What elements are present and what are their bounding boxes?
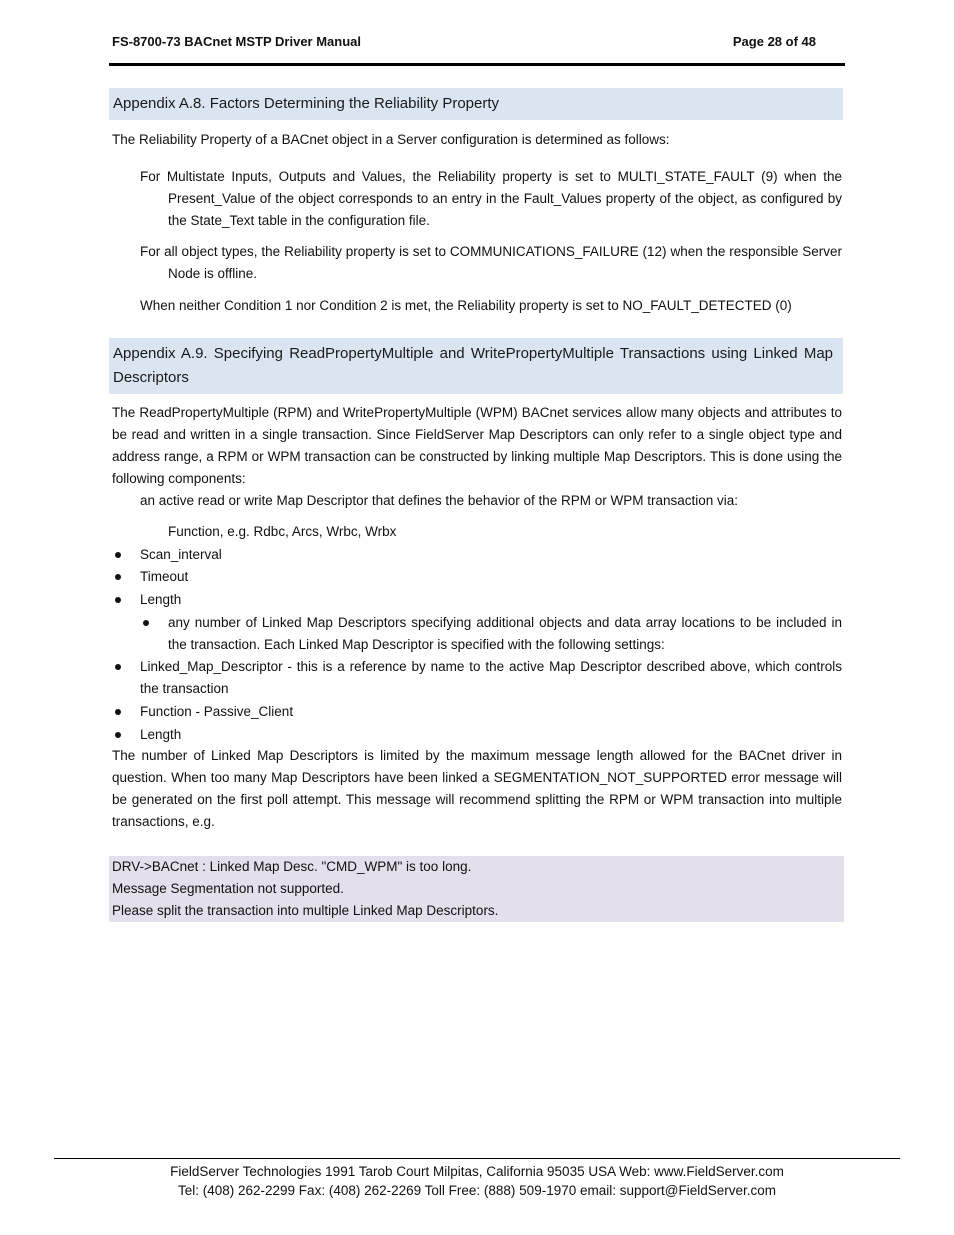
footer-address: FieldServer Technologies 1991 Tarob Court Milpitas, California 95035 USA Web: www.FieldServer.com xyxy=(170,1164,784,1179)
a8-item-no-fault: When neither Condition 1 nor Condition 2 is met, the Reliability property is set to NO_FAULT_DETECTED (0) xyxy=(140,298,792,313)
code-line: Message Segmentation not supported. xyxy=(112,881,344,896)
bullet-icon xyxy=(115,732,121,738)
page-number: Page 28 of 48 xyxy=(732,34,816,49)
bullet-icon xyxy=(143,620,149,626)
list-item-function-passive: Function - Passive_Client xyxy=(140,704,294,719)
header-divider xyxy=(109,63,845,66)
section-heading-a9: Appendix A.9. Specifying ReadPropertyMultiple and WritePropertyMultiple Transactions using Linked Map Descriptors xyxy=(109,338,843,394)
bullet-icon xyxy=(115,574,121,580)
a9-intro: The ReadPropertyMultiple (RPM) and WritePropertyMultiple (WPM) BACnet services allow many objects and attributes to be read and written in a single transaction. Since FieldServer Map Descriptors can only refer to a single object type and address range, a RPM or WPM transaction can be constructed by linking multiple Map Descriptors. This is done using the following components: xyxy=(112,405,842,486)
a8-intro: The Reliability Property of a BACnet object in a Server configuration is determined as follows: xyxy=(112,132,670,147)
a9-closing: The number of Linked Map Descriptors is limited by the maximum message length allowed for the BACnet driver in question. When too many Map Descriptors have been linked a SEGMENTATION_NOT_SUPPORTED error message will be generated on the first poll attempt. This message will recommend splitting the RPM or WPM transaction into multiple transactions, e.g. xyxy=(112,748,842,829)
bullet-icon xyxy=(115,552,121,558)
footer-contact: Tel: (408) 262-2299 Fax: (408) 262-2269 Toll Free: (888) 509-1970 email: support@FieldServer.com xyxy=(177,1183,777,1198)
document-title: FS-8700-73 BACnet MSTP Driver Manual xyxy=(112,34,361,49)
page-header xyxy=(112,34,816,54)
list-item-scan-interval: Scan_interval xyxy=(140,547,222,562)
code-line: Please split the transaction into multiple Linked Map Descriptors. xyxy=(112,903,499,918)
bullet-icon xyxy=(115,664,121,670)
code-line: DRV->BACnet : Linked Map Desc. "CMD_WPM" is too long. xyxy=(112,859,472,874)
footer-divider xyxy=(54,1158,900,1159)
list-item-length-2: Length xyxy=(140,727,182,742)
list-item-linked-map-descriptor: Linked_Map_Descriptor - this is a reference by name to the active Map Descriptor described above, which controls the transaction xyxy=(140,659,842,696)
section-heading-a8: Appendix A.8. Factors Determining the Reliability Property xyxy=(109,88,843,120)
a9-active-md: an active read or write Map Descriptor that defines the behavior of the RPM or WPM transaction via: xyxy=(140,493,739,508)
a8-item-communications: For all object types, the Reliability property is set to COMMUNICATIONS_FAILURE (12) when the responsible Server Node is offline. xyxy=(140,244,842,281)
a8-item-multistate: For Multistate Inputs, Outputs and Values, the Reliability property is set to MULTI_STATE_FAULT (9) when the Present_Value of the object corresponds to an entry in the Fault_Values property of the object, as configured by the State_Text table in the configuration file. xyxy=(140,169,842,228)
list-item-timeout: Timeout xyxy=(140,569,189,584)
a9-function-item: Function, e.g. Rdbc, Arcs, Wrbc, Wrbx xyxy=(168,524,397,539)
bullet-icon xyxy=(115,709,121,715)
error-message-box xyxy=(109,856,844,922)
list-item-length: Length xyxy=(140,592,182,607)
list-item-linked-md: any number of Linked Map Descriptors specifying additional objects and data array locations to be included in the transaction. Each Linked Map Descriptor is specified with the following settings: xyxy=(168,615,842,652)
bullet-icon xyxy=(115,597,121,603)
